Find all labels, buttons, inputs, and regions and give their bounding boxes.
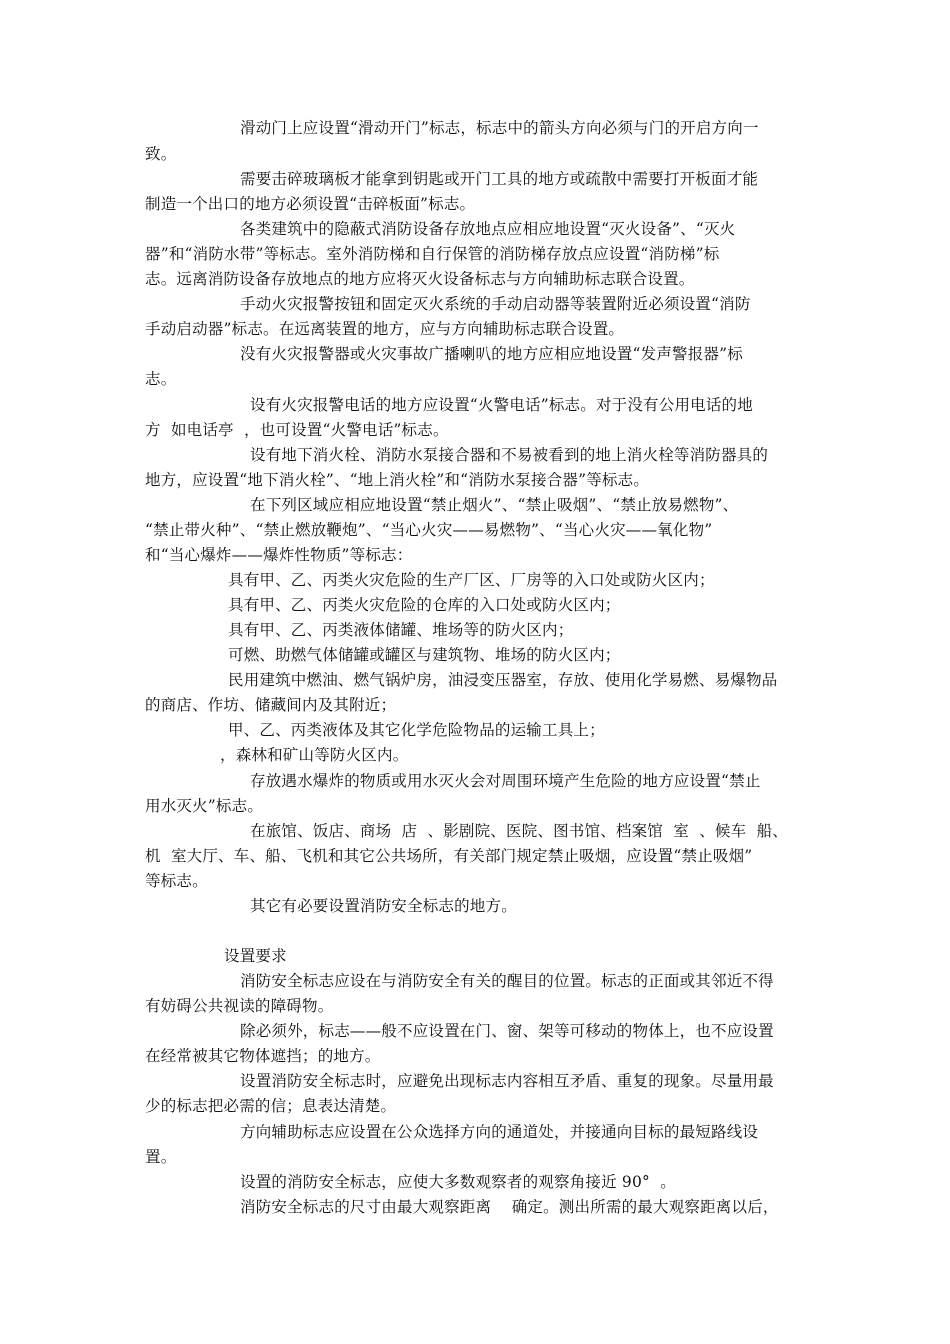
section-heading: 设置要求 bbox=[224, 947, 287, 965]
text-line: 各类建筑中的隐蔽式消防设备存放地点应相应地设置“灭火设备”、“灭火 bbox=[240, 220, 736, 238]
text-line: 具有甲、乙、丙类火灾危险的仓库的入口处或防火区内； bbox=[228, 596, 621, 614]
text-line: ，森林和矿山等防火区内。 bbox=[220, 746, 409, 764]
text-line: 甲、乙、丙类液体及其它化学危险物品的运输工具上； bbox=[228, 721, 605, 739]
text-line: 具有甲、乙、丙类火灾危险的生产厂区、厂房等的入口处或防火区内； bbox=[228, 571, 715, 589]
text-line: 志。 bbox=[145, 370, 177, 388]
text-line: 手动启动器”标志。在远离装置的地方，应与方向辅助标志联合设置。 bbox=[145, 320, 625, 338]
text-line: 可燃、助燃气体储罐或罐区与建筑物、堆场的防火区内； bbox=[228, 646, 621, 664]
text-line: 除必须外，标志——般不应设置在门、窗、架等可移动的物体上，也不应设置 bbox=[240, 1022, 774, 1040]
text-line: 设置消防安全标志时，应避免出现标志内容相互矛盾、重复的现象。尽量用最 bbox=[240, 1072, 774, 1090]
text-line: 设置的消防安全标志，应使大多数观察者的观察角接近 90° 。 bbox=[240, 1173, 676, 1191]
text-line: 和“当心爆炸——爆炸性物质”等标志： bbox=[145, 546, 413, 564]
text-line: 的商店、作坊、储藏间内及其附近； bbox=[145, 696, 397, 714]
text-line: 具有甲、乙、丙类液体储罐、堆场等的防火区内； bbox=[228, 621, 574, 639]
text-line: 滑动门上应设置“滑动开门”标志，标志中的箭头方向必须与门的开启方向一 bbox=[240, 119, 759, 137]
text-line: 存放遇水爆炸的物质或用水灭火会对周围环境产生危险的地方应设置“禁止 bbox=[250, 772, 761, 790]
text-line: 少的标志把必需的信；息表达清楚。 bbox=[145, 1097, 397, 1115]
text-line: 制造一个出口的地方必须设置“击碎板面”标志。 bbox=[145, 195, 476, 213]
text-line: 手动火灾报警按钮和固定灭火系统的手动启动器等装置附近必须设置“消防 bbox=[240, 295, 751, 313]
text-line: 致。 bbox=[145, 145, 177, 163]
text-line: 有妨碍公共视读的障碍物。 bbox=[145, 997, 334, 1015]
text-line: 等标志。 bbox=[145, 872, 208, 890]
text-line: 消防安全标志应设在与消防安全有关的醒目的位置。标志的正面或其邻近不得 bbox=[240, 972, 774, 990]
text-line: “禁止带火种”、“禁止燃放鞭炮”、“当心火灾——易燃物”、“当心火灾——氧化物” bbox=[145, 521, 713, 539]
text-line: 机 室大厅、车、船、飞机和其它公共场所，有关部门规定禁止吸烟，应设置“禁止吸烟” bbox=[145, 847, 753, 865]
text-line: 消防安全标志的尺寸由最大观察距离 确定。测出所需的最大观察距离以后， bbox=[240, 1198, 779, 1216]
text-line: 在旅馆、饭店、商场 店 、影剧院、医院、图书馆、档案馆 室 、候车 船、 bbox=[250, 822, 788, 840]
text-line: 民用建筑中燃油、燃气锅炉房，油浸变压器室，存放、使用化学易燃、易爆物品 bbox=[228, 671, 778, 689]
text-line: 方向辅助标志应设置在公众选择方向的通道处，并接通向目标的最短路线设 bbox=[240, 1123, 759, 1141]
text-line: 设有地下消火栓、消防水泵接合器和不易被看到的地上消火栓等消防器具的 bbox=[250, 446, 769, 464]
text-line: 在经常被其它物体遮挡；的地方。 bbox=[145, 1047, 381, 1065]
text-line: 需要击碎玻璃板才能拿到钥匙或开门工具的地方或疏散中需要打开板面才能 bbox=[240, 170, 759, 188]
text-line: 用水灭火”标志。 bbox=[145, 797, 264, 815]
text-line: 没有火灾报警器或火灾事故广播喇叭的地方应相应地设置“发声警报器”标 bbox=[240, 345, 743, 363]
text-line: 志。远离消防设备存放地点的地方应将灭火设备标志与方向辅助标志联合设置。 bbox=[145, 270, 695, 288]
text-line: 方 如电话亭 ，也可设置“火警电话”标志。 bbox=[145, 421, 449, 439]
text-line: 置。 bbox=[145, 1148, 177, 1166]
text-line: 器”和“消防水带”等标志。室外消防梯和自行保管的消防梯存放点应设置“消防梯”标 bbox=[145, 245, 720, 263]
text-line: 地方，应设置“地下消火栓”、“地上消火栓”和“消防水泵接合器”等标志。 bbox=[145, 471, 650, 489]
text-line: 设有火灾报警电话的地方应设置“火警电话”标志。对于没有公用电话的地 bbox=[250, 396, 753, 414]
text-line: 在下列区域应相应地设置“禁止烟火”、“禁止吸烟”、“禁止放易燃物”、 bbox=[250, 496, 739, 514]
text-line: 其它有必要设置消防安全标志的地方。 bbox=[250, 897, 517, 915]
